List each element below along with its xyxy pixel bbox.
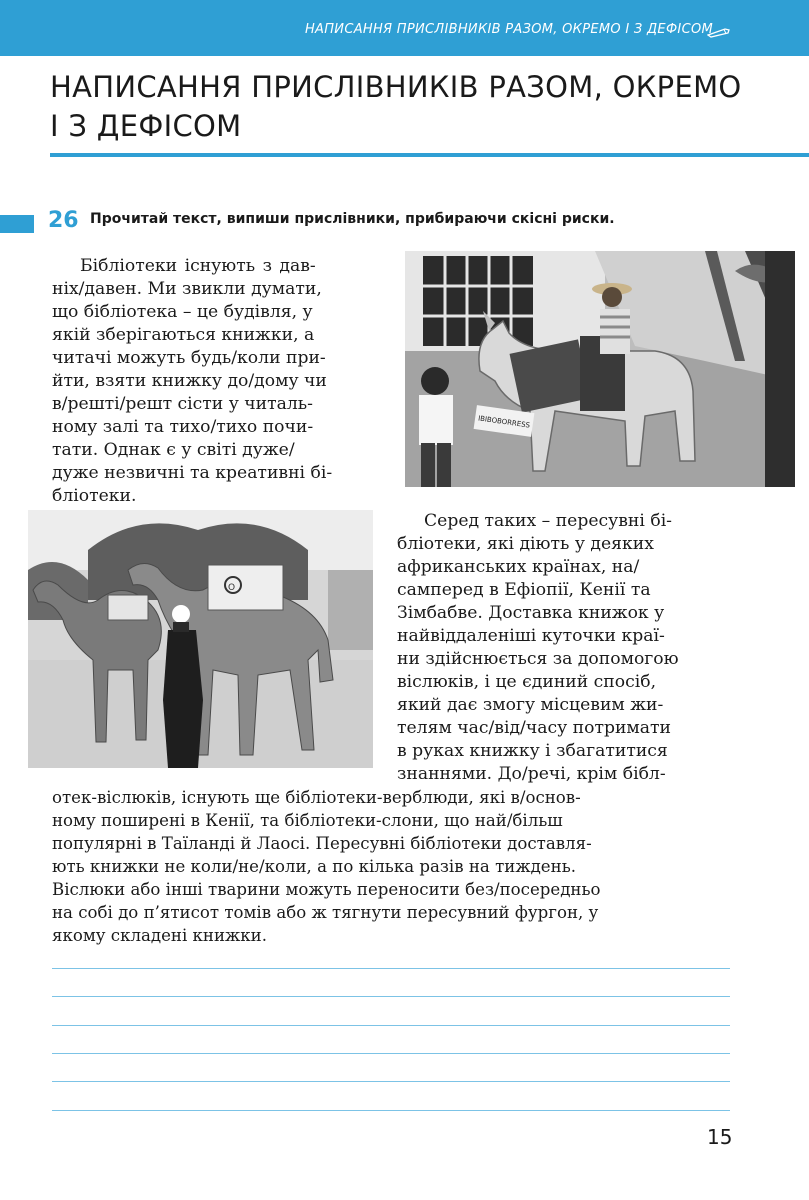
text-line: на собі до п’ятисот томів або ж тягнути пересувний фургон, у (52, 903, 599, 922)
text-line: що бібліотека – це будівля, у (52, 302, 313, 322)
answer-line[interactable] (52, 996, 730, 997)
answer-line[interactable] (52, 1053, 730, 1054)
text-line: ніх/давен. Ми звикли думати, (52, 279, 322, 299)
text-line: йти, взяти книжку до/дому чи (52, 371, 327, 391)
text-line: якому складені книжки. (52, 926, 268, 945)
answer-line[interactable] (52, 1110, 730, 1111)
text-line: ному залі та тихо/тихо почи- (52, 417, 314, 437)
camel-box-text: O (228, 583, 236, 593)
exercise-number: 26 (48, 208, 79, 233)
answer-line[interactable] (52, 1081, 730, 1082)
text-line: популярні в Таїланді й Лаосі. Пересувні бібліотеки доставля- (52, 834, 592, 853)
text-line: бліотеки, які діють у деяких (397, 534, 654, 554)
text-line: знаннями. До/речі, крім бібл- (397, 764, 666, 784)
text-line: самперед в Ефіопії, Кенії та (397, 580, 651, 600)
text-line: в руках книжку і збагатитися (397, 741, 668, 761)
pencil-icon (707, 26, 731, 38)
text-line: африканських країнах, на/ (397, 557, 640, 577)
text-line: який дає змогу місцевим жи- (397, 695, 664, 715)
exercise-instruction: Прочитай текст, випиши прислівники, прибираючи скісні риски. (90, 211, 615, 227)
text-line: тати. Однак є у світі дуже/ (52, 440, 295, 460)
text-line: Бібліотеки існують з дав- (80, 256, 316, 276)
exercise-marker (0, 215, 34, 233)
donkey-library-photo (405, 251, 795, 487)
text-line: віслюків, і це єдиний спосіб, (397, 672, 657, 692)
camel-library-photo (28, 510, 373, 768)
text-line: якій зберігаються книжки, а (52, 325, 315, 345)
text-line: ють книжки не коли/не/коли, а по кілька разів на тиждень. (52, 857, 576, 876)
page-title (50, 68, 770, 146)
page-title-line-2: І З ДЕФІСОМ (50, 109, 242, 143)
answer-line[interactable] (52, 1025, 730, 1026)
text-line: дуже незвичні та креативні бі- (52, 463, 333, 483)
text-line: отек-віслюків, існують ще бібліотеки-верблюди, які в/основ- (52, 788, 581, 807)
header-band (0, 0, 809, 56)
answer-line[interactable] (52, 968, 730, 969)
text-line: телям час/від/часу потримати (397, 718, 672, 738)
running-title: НАПИСАННЯ ПРИСЛІВНИКІВ РАЗОМ, ОКРЕМО І З ДЕФІСОМ (304, 22, 713, 37)
title-divider (50, 153, 809, 157)
text-line: Серед таких – пересувні бі- (424, 511, 672, 531)
text-line: в/решті/решт сісти у читаль- (52, 394, 313, 414)
page-title-line-1: НАПИСАННЯ ПРИСЛІВНИКІВ РАЗОМ, ОКРЕМО (50, 70, 742, 104)
text-line: ни здійснюється за допомогою (397, 649, 679, 669)
donkey-sign-text: IBIBOBORRESS (477, 414, 531, 430)
text-line: бліотеки. (52, 486, 137, 506)
page-number: 15 (707, 1125, 733, 1149)
text-line: читачі можуть будь/коли при- (52, 348, 326, 368)
text-line: найвіддаленіші куточки краї- (397, 626, 665, 646)
text-line: Зімбабве. Доставка книжок у (397, 603, 665, 623)
text-line: Віслюки або інші тварини можуть переносити без/посередньо (52, 880, 601, 899)
text-line: ному поширені в Кенії, та бібліотеки-слони, що най/більш (52, 811, 563, 830)
